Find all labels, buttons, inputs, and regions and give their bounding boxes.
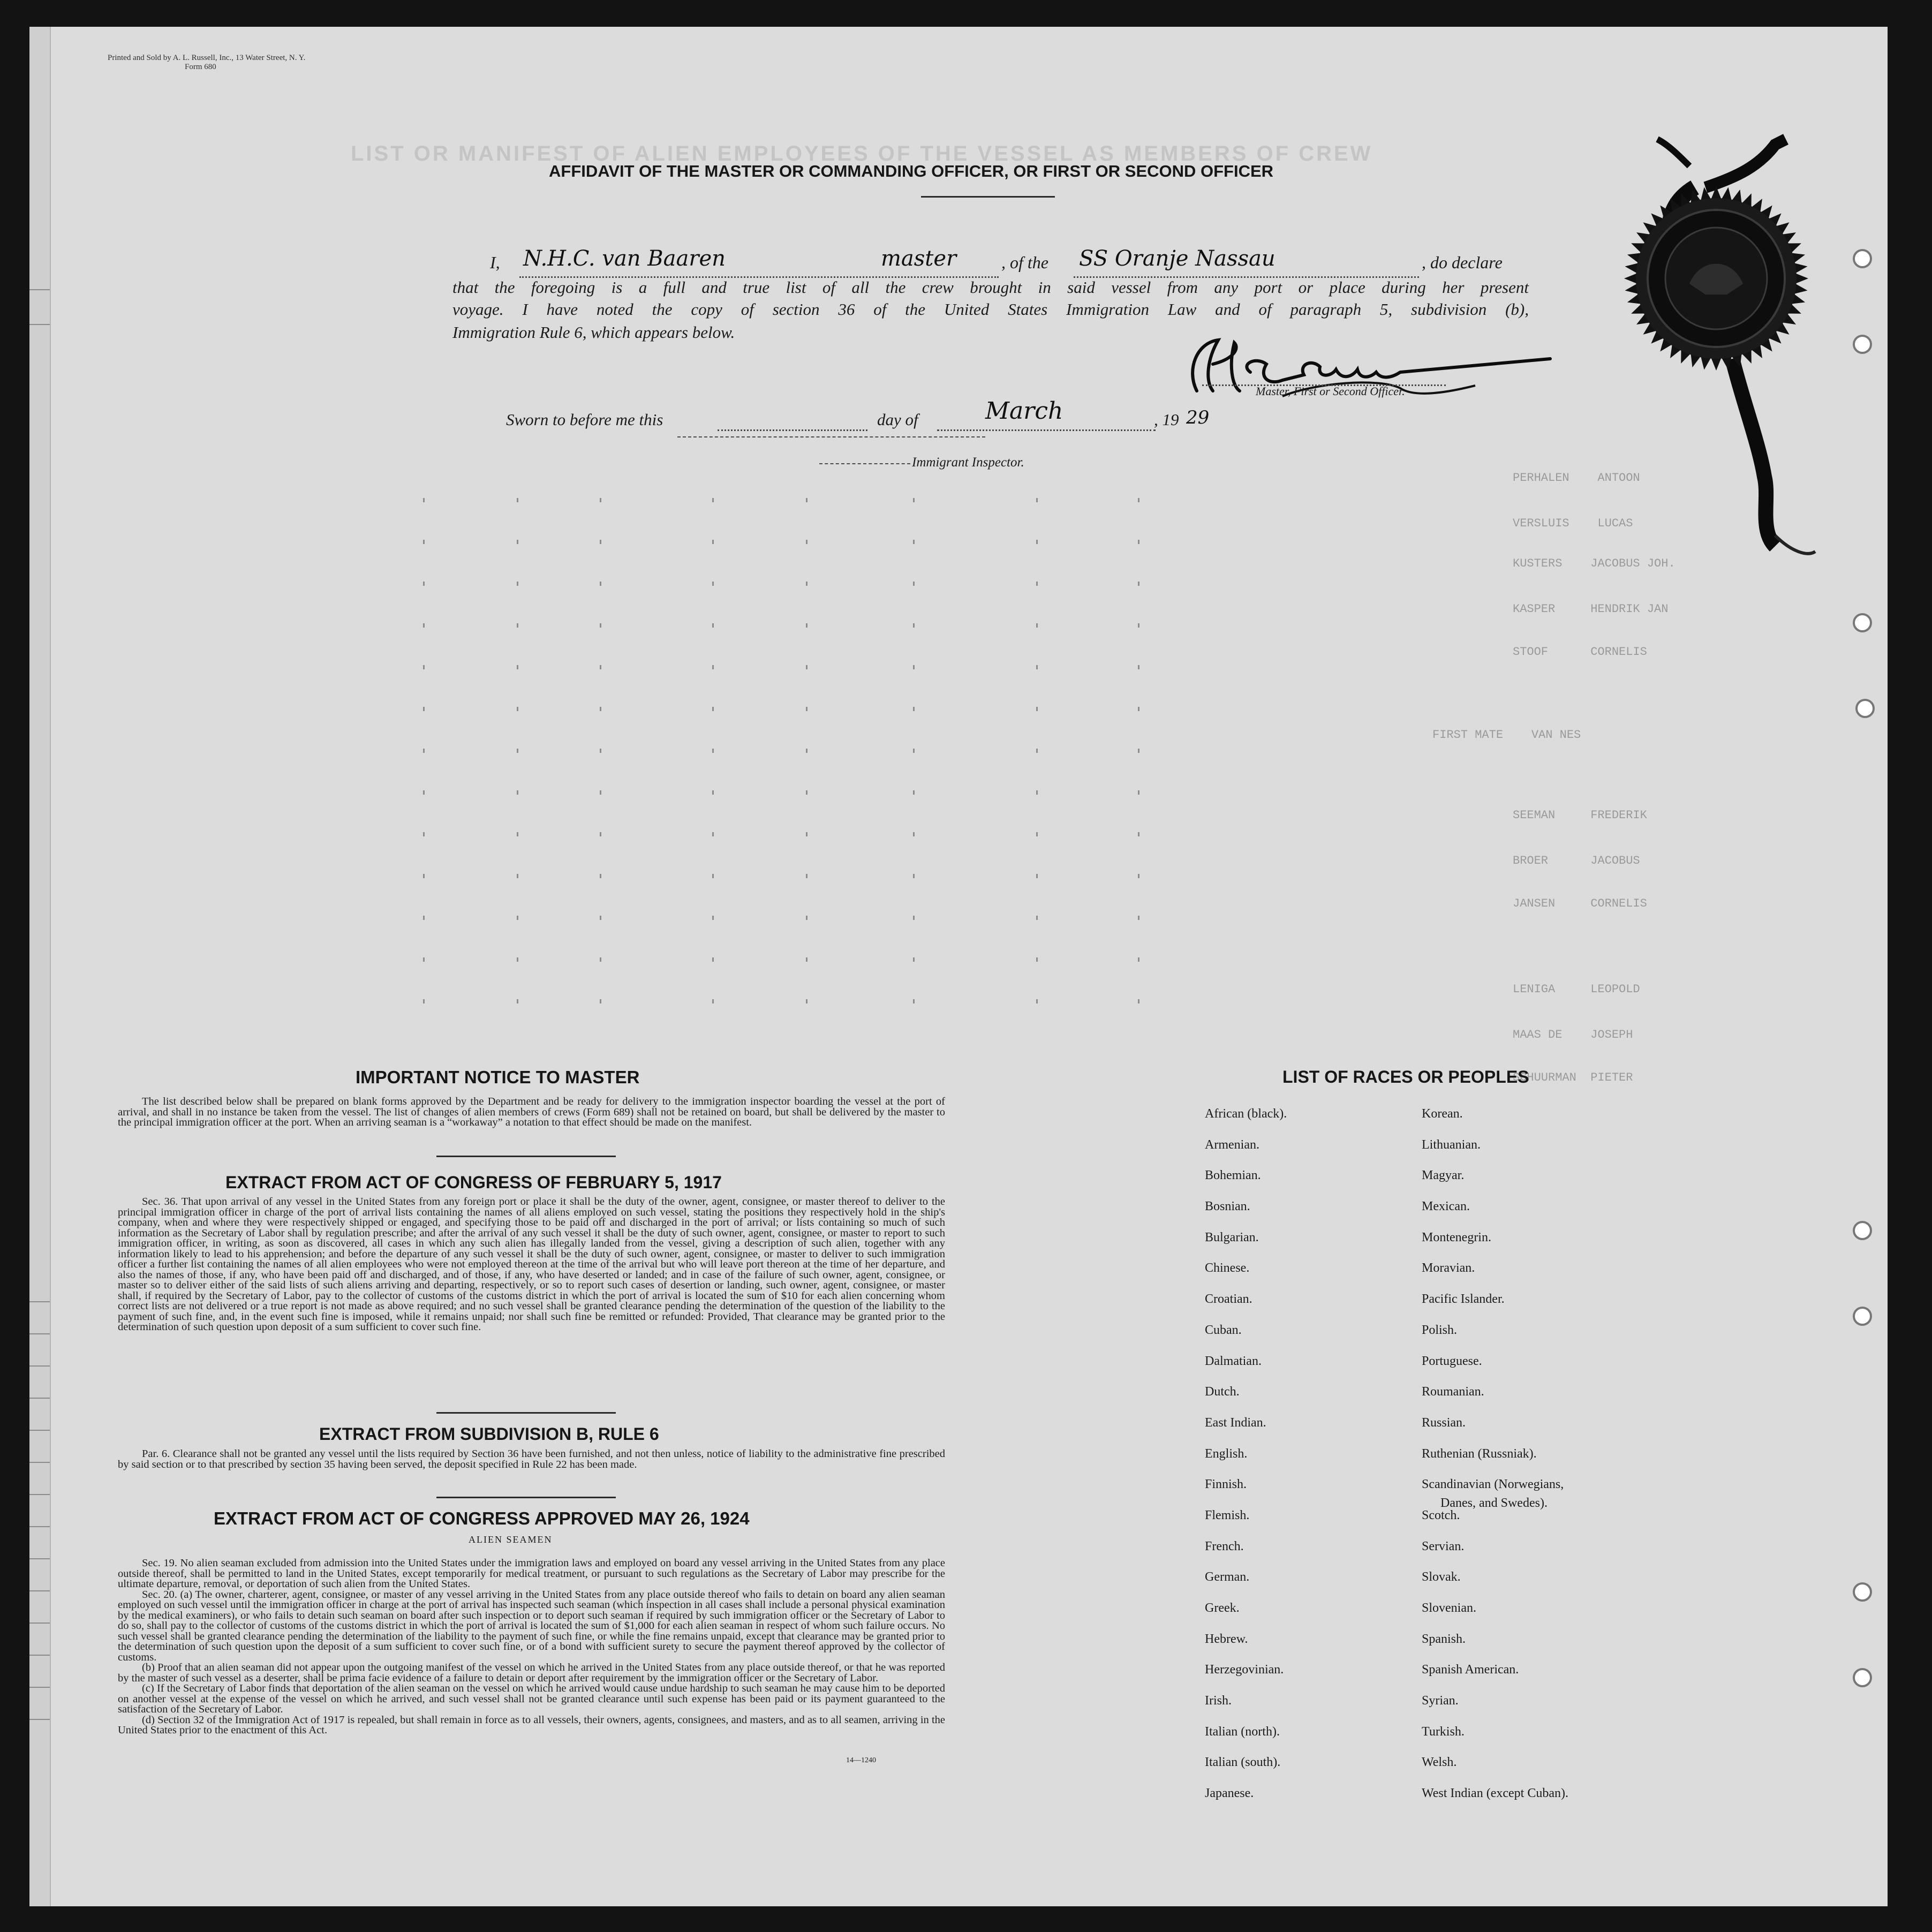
bleed-through-tick bbox=[806, 874, 807, 878]
race-item: Armenian. bbox=[1205, 1137, 1259, 1152]
race-item: Scandinavian (Norwegians, bbox=[1422, 1477, 1564, 1492]
month-line bbox=[937, 429, 1156, 431]
bleed-through-header: LIST OR MANIFEST OF ALIEN EMPLOYEES OF THE VESSEL AS MEMBERS OF CREW bbox=[351, 142, 1373, 165]
bleed-through-tick bbox=[712, 707, 714, 711]
bleed-through-tick bbox=[712, 623, 714, 628]
race-item: Ruthenian (Russniak). bbox=[1422, 1446, 1537, 1461]
bleed-through-tick bbox=[423, 957, 425, 962]
bleed-through-tick bbox=[1138, 582, 1139, 586]
bleed-through-tick bbox=[1036, 498, 1038, 502]
bleed-through-tick bbox=[1138, 999, 1139, 1003]
bleed-through-tick bbox=[712, 832, 714, 836]
bleed-through-tick bbox=[517, 540, 518, 544]
bleed-through-tick bbox=[600, 832, 601, 836]
races-column-2 bbox=[1422, 1099, 1568, 1809]
bleed-through-tick bbox=[600, 874, 601, 878]
bleed-through-tick bbox=[1036, 540, 1038, 544]
race-item: Chinese. bbox=[1205, 1261, 1250, 1276]
master-signature-icon bbox=[1175, 327, 1582, 428]
bleed-through-tick bbox=[517, 999, 518, 1003]
bleed-through-tick bbox=[517, 498, 518, 502]
bleed-through-tick bbox=[1138, 874, 1139, 878]
act1924-title: EXTRACT FROM ACT OF CONGRESS APPROVED MAY 26, 1924 bbox=[214, 1508, 750, 1528]
act1924-subtitle: ALIEN SEAMEN bbox=[469, 1534, 553, 1545]
bleed-through-tick bbox=[600, 540, 601, 544]
race-item: Polish. bbox=[1422, 1323, 1458, 1337]
bleed-through-text: FIRST MATE VAN NES bbox=[1432, 728, 1581, 742]
notice-rule bbox=[436, 1156, 616, 1157]
race-item: Scotch. bbox=[1422, 1508, 1460, 1522]
bleed-through-text: KASPER HENDRIK JAN bbox=[1513, 602, 1669, 616]
bleed-through-text: BROER JACOBUS bbox=[1513, 854, 1640, 867]
race-item: Slovenian. bbox=[1422, 1601, 1476, 1615]
act1924-sec20a: Sec. 20. (a) The owner, charterer, agent, consignee, or master of any vessel arriving in the United States from any place outside thereof who fails to detain on board any alien seaman employed on such vessel until the immigration officer in charge at the port of arrival has inspected such seaman (which inspection in all cases shall include a personal physical examination by the medical examiners), or who fails to detain such seaman on board after such inspection or to deport such seaman if required by such immigration officer or the Secretary of Labor to do so, shall pay to the collector of customs of the customs district in which the port of arrival is located the sum of $1,000 for each alien seaman in respect of whom such failure occurs. No such vessel shall be granted clearance pending the determination of the liability to the payment of such fine, or while the fine remains unpaid, except that clearance may be granted prior to the determination of such question upon the deposit of a sum sufficient to cover such fine, or of a bond with sufficient surety to secure the payment thereof approved by the collector of customs. bbox=[118, 1588, 945, 1663]
bleed-through-tick bbox=[423, 665, 425, 669]
bleed-through-tick bbox=[1036, 790, 1038, 795]
bleed-through-tick bbox=[1138, 749, 1139, 753]
bleed-through-text: VERSLUIS LUCAS bbox=[1513, 517, 1633, 530]
master-rank: master bbox=[881, 246, 957, 271]
extract-1917-title: EXTRACT FROM ACT OF CONGRESS OF FEBRUARY 5, 1917 bbox=[225, 1173, 722, 1192]
bleed-through-tick bbox=[712, 749, 714, 753]
sworn-year: 29 bbox=[1186, 407, 1210, 428]
bleed-through-tick bbox=[913, 623, 915, 628]
bleed-through-tick bbox=[806, 999, 807, 1003]
bleed-through-text: JANSEN CORNELIS bbox=[1513, 897, 1647, 910]
bleed-through-tick bbox=[423, 623, 425, 628]
form-code: 14—1240 bbox=[846, 1756, 876, 1764]
race-item: Spanish American. bbox=[1422, 1663, 1519, 1677]
rule6-title: EXTRACT FROM SUBDIVISION B, RULE 6 bbox=[319, 1424, 659, 1444]
bleed-through-tick bbox=[600, 790, 601, 795]
race-item: Moravian. bbox=[1422, 1261, 1475, 1276]
bleed-through-tick bbox=[1036, 707, 1038, 711]
bleed-through-tick bbox=[806, 582, 807, 586]
act1924-sec19: Sec. 19. No alien seaman excluded from admission into the United States under the immigration laws and employed on board any vessel arriving in the United States from any place outside thereof, shall be permitted to land in the United States, except temporarily for medical treatment, or pursuant to such regulations as the Secretary of Labor may prescribe for the ultimate departure, removal, or deportation of such alien from the United States. bbox=[118, 1557, 945, 1590]
bleed-through-tick bbox=[517, 665, 518, 669]
bleed-through-tick bbox=[600, 707, 601, 711]
bleed-through-text: MAAS DE JOSEPH bbox=[1513, 1028, 1633, 1042]
bleed-through-tick bbox=[913, 540, 915, 544]
affidavit-line-4: Immigration Rule 6, which appears below. bbox=[452, 323, 735, 342]
bleed-through-tick bbox=[517, 874, 518, 878]
bleed-through-tick bbox=[1036, 874, 1038, 878]
race-item: Montenegrin. bbox=[1422, 1230, 1491, 1244]
notice-body: The list described below shall be prepared on blank forms approved by the Department and be ready for delivery to the immigration inspector boarding the vessel at the port of arrival, and shall in no instance be taken from the vessel. The list of changes of alien members of crews (Form 689) shall not be retained on board, but shall be delivered by the master to the principal immigration officer at the port. When an arriving seaman is a “workaway” a notation to that effect should be made on the manifest. bbox=[118, 1096, 945, 1128]
race-item: Dutch. bbox=[1205, 1385, 1240, 1399]
race-item: Spanish. bbox=[1422, 1632, 1466, 1646]
bleed-through-tick bbox=[712, 498, 714, 502]
race-item: West Indian (except Cuban). bbox=[1422, 1786, 1568, 1801]
bleed-through-tick bbox=[712, 999, 714, 1003]
bleed-through-text: STOOF CORNELIS bbox=[1513, 645, 1647, 659]
affidavit-of-the: , of the bbox=[1001, 253, 1048, 272]
rule6-body: Par. 6. Clearance shall not be granted any vessel until the lists required by Section 36 have been furnished, and not then unless, notice of liability to the administrative fine prescribed by said section or to that prescribed by section 35 having been served, the deposit specified in Rule 22 has been made. bbox=[118, 1448, 945, 1470]
bleed-through-tick bbox=[712, 665, 714, 669]
affidavit-title: AFFIDAVIT OF THE MASTER OR COMMANDING OFFICER, OR FIRST OR SECOND OFFICER bbox=[549, 162, 1274, 180]
race-item: Pacific Islander. bbox=[1422, 1292, 1505, 1307]
bleed-through-tick bbox=[913, 832, 915, 836]
form-number: Form 680 bbox=[185, 63, 216, 71]
bleed-through-tick bbox=[806, 623, 807, 628]
race-item: Flemish. bbox=[1205, 1508, 1250, 1522]
bleed-through-tick bbox=[423, 749, 425, 753]
punch-hole-icon bbox=[1853, 1307, 1872, 1326]
bleed-through-text: LENIGA LEOPOLD bbox=[1513, 983, 1640, 996]
bleed-through-tick bbox=[517, 832, 518, 836]
inspector-line-top bbox=[677, 436, 985, 437]
bleed-through-tick bbox=[423, 498, 425, 502]
race-item: Hebrew. bbox=[1205, 1632, 1248, 1646]
title-rule bbox=[921, 196, 1055, 198]
inspector-line bbox=[819, 463, 910, 464]
bleed-through-tick bbox=[600, 749, 601, 753]
bleed-through-tick bbox=[712, 874, 714, 878]
bleed-through-tick bbox=[712, 540, 714, 544]
vessel-name: SS Oranje Nassau bbox=[1079, 246, 1276, 271]
race-item: Portuguese. bbox=[1422, 1354, 1482, 1368]
bleed-through-tick bbox=[806, 665, 807, 669]
race-item: English. bbox=[1205, 1446, 1248, 1461]
bleed-through-tick bbox=[423, 999, 425, 1003]
races-column-1 bbox=[1205, 1099, 1287, 1809]
extract-1917-rule bbox=[436, 1412, 616, 1414]
bleed-through-text: SCHUURMAN PIETER bbox=[1513, 1071, 1633, 1084]
bleed-through-tick bbox=[517, 790, 518, 795]
bleed-through-tick bbox=[712, 916, 714, 920]
sworn-month: March bbox=[985, 397, 1063, 425]
race-item: Turkish. bbox=[1422, 1724, 1465, 1739]
bleed-through-tick bbox=[517, 957, 518, 962]
race-item: Dalmatian. bbox=[1205, 1354, 1262, 1368]
bleed-through-tick bbox=[806, 832, 807, 836]
punch-hole-icon bbox=[1855, 699, 1875, 718]
bleed-through-tick bbox=[600, 665, 601, 669]
bleed-through-tick bbox=[913, 707, 915, 711]
punch-hole-icon bbox=[1853, 613, 1872, 632]
bleed-through-tick bbox=[600, 916, 601, 920]
bleed-through-tick bbox=[600, 957, 601, 962]
race-item: Korean. bbox=[1422, 1107, 1463, 1121]
bleed-through-tick bbox=[600, 623, 601, 628]
race-item: Servian. bbox=[1422, 1539, 1465, 1553]
bleed-through-tick bbox=[1138, 707, 1139, 711]
bleed-through-tick bbox=[806, 957, 807, 962]
bleed-through-tick bbox=[517, 749, 518, 753]
rule6-rule bbox=[436, 1497, 616, 1498]
bleed-through-tick bbox=[600, 999, 601, 1003]
bleed-through-tick bbox=[1138, 665, 1139, 669]
bleed-through-tick bbox=[1036, 832, 1038, 836]
bleed-through-tick bbox=[517, 916, 518, 920]
race-item: Croatian. bbox=[1205, 1292, 1252, 1307]
bleed-through-tick bbox=[913, 498, 915, 502]
act1924-sec20b: (b) Proof that an alien seaman did not appear upon the outgoing manifest of the vessel on which he arrived in the United States from any place outside thereof, or that he was reported by the master of such vessel as a deserter, shall be prima facie evidence of a failure to detain or deport after requirement by the immigration officer or the Secretary of Labor. bbox=[118, 1662, 945, 1684]
bleed-through-tick bbox=[1138, 957, 1139, 962]
bleed-through-tick bbox=[1036, 916, 1038, 920]
bleed-through-tick bbox=[913, 874, 915, 878]
race-item: German. bbox=[1205, 1570, 1250, 1584]
race-item: French. bbox=[1205, 1539, 1244, 1553]
punch-hole-icon bbox=[1853, 335, 1872, 354]
race-item: Cuban. bbox=[1205, 1323, 1242, 1337]
race-item: Herzegovinian. bbox=[1205, 1663, 1284, 1677]
punch-hole-icon bbox=[1853, 1582, 1872, 1602]
extract-1917-body: Sec. 36. That upon arrival of any vessel in the United States from any foreign port or place it shall be the duty of the owner, agent, consignee, or master thereof to deliver to the principal immigration officer in charge of the port of arrival lists containing the names of all aliens employed on such vessel, stating the positions they respectively hold in the ship's company, when and where they were respectively shipped or engaged, and specifying those to be paid off and discharged in the port of arrival; or lists containing so much of such information as the Secretary of Labor shall by regulation prescribe; and after the arrival of any such vessel it shall be the duty of such owner, agent, consignee, or master to report to such immigration officer, in writing, as soon as discovered, all cases in which any such alien has illegally landed from the vessel, giving a description of such alien, together with any information likely to lead to his apprehension; and before the departure of any such vessel it shall be the duty of such owner, agent, consignee, or master to deliver to such immigration officer a further list containing the names of all alien employees who were not employed thereon at the time of the arrival but who will leave port thereon at the time of her departure, and also the names of those, if any, who have been paid off and discharged, and of those, if any, who have deserted or landed; and in case of the failure of such owner, agent, consignee, or master so to deliver either of the said lists of such aliens arriving and departing, respectively, or so to report such cases of desertion or landing, such owner, agent, consignee, or master shall, if required by the Secretary of Labor, pay to the collector of customs of the customs district in which the port of arrival is located the sum of $10 for each alien concerning whom correct lists are not delivered or a true report is not made as above required; and no such vessel shall be granted clearance pending the determination of the question of the liability to the payment of such fine, and, in the event such fine is imposed, while it remains unpaid; nor shall such fine be remitted or refunded: Provided, That clearance may be granted prior to the determination of such question upon deposit of a sum sufficient to cover such fine. bbox=[118, 1196, 945, 1333]
race-item: Bulgarian. bbox=[1205, 1230, 1259, 1244]
act1924-sec20c: (c) If the Secretary of Labor finds that deportation of the alien seaman on the vessel on which he arrived would cause undue hardship to such seaman he may cause him to be deported on another vessel at the expense of the vessel on which he arrived, and such vessel shall not be granted clearance until such expense has been paid or its payment guaranteed to the satisfaction of the Secretary of Labor. bbox=[118, 1682, 945, 1715]
punch-hole-icon bbox=[1853, 1221, 1872, 1240]
bleed-through-tick bbox=[517, 707, 518, 711]
races-title: LIST OF RACES OR PEOPLES bbox=[1282, 1067, 1529, 1086]
bleed-through-tick bbox=[423, 790, 425, 795]
bleed-through-tick bbox=[913, 582, 915, 586]
printer-line: Printed and Sold by A. L. Russell, Inc., 13 Water Street, N. Y. bbox=[108, 54, 306, 62]
race-item: Bohemian. bbox=[1205, 1168, 1261, 1183]
bleed-through-tick bbox=[913, 749, 915, 753]
race-item: Mexican. bbox=[1422, 1199, 1470, 1214]
affidavit-line-3: voyage. I have noted the copy of section 36 of the United States Immigration Law and of paragraph 5, subdivision (b), bbox=[452, 300, 1529, 319]
bleed-through-tick bbox=[1036, 999, 1038, 1003]
bleed-through-tick bbox=[1138, 916, 1139, 920]
bleed-through-tick bbox=[806, 916, 807, 920]
race-item: Magyar. bbox=[1422, 1168, 1465, 1183]
race-item: East Indian. bbox=[1205, 1415, 1266, 1430]
race-item: African (black). bbox=[1205, 1107, 1287, 1121]
bleed-through-tick bbox=[423, 916, 425, 920]
bleed-through-tick bbox=[712, 582, 714, 586]
bleed-through-tick bbox=[913, 999, 915, 1003]
punch-hole-icon bbox=[1853, 249, 1872, 268]
affidavit-line-2: that the foregoing is a full and true list of all the crew brought in said vessel from any port or place during her present bbox=[452, 278, 1529, 297]
bleed-through-tick bbox=[423, 832, 425, 836]
race-item: Roumanian. bbox=[1422, 1385, 1484, 1399]
race-item: Welsh. bbox=[1422, 1755, 1457, 1770]
bleed-through-text: SEEMAN FREDERIK bbox=[1513, 809, 1647, 822]
race-item: Irish. bbox=[1205, 1694, 1232, 1708]
bleed-through-tick bbox=[1036, 665, 1038, 669]
year-prefix: , 19 bbox=[1154, 410, 1179, 429]
sworn-label: Sworn to before me this bbox=[506, 410, 663, 429]
bleed-through-tick bbox=[806, 540, 807, 544]
notice-title: IMPORTANT NOTICE TO MASTER bbox=[356, 1067, 640, 1087]
act1924-body bbox=[118, 1558, 945, 1736]
bleed-through-tick bbox=[913, 665, 915, 669]
bleed-through-tick bbox=[712, 790, 714, 795]
bleed-through-tick bbox=[600, 498, 601, 502]
bleed-through-tick bbox=[806, 749, 807, 753]
signature-caption: Master, First or Second Officer. bbox=[1256, 384, 1405, 398]
bleed-through-tick bbox=[423, 707, 425, 711]
sworn-day-line bbox=[718, 429, 867, 431]
bleed-through-tick bbox=[806, 790, 807, 795]
day-of-label: day of bbox=[877, 410, 918, 429]
master-name: N.H.C. van Baaren bbox=[523, 246, 726, 271]
bleed-through-tick bbox=[423, 874, 425, 878]
race-item: Finnish. bbox=[1205, 1477, 1247, 1492]
bleed-through-tick bbox=[423, 582, 425, 586]
race-item: Bosnian. bbox=[1205, 1199, 1250, 1214]
affidavit-i: I, bbox=[490, 253, 500, 272]
ruled-margin bbox=[29, 27, 51, 1906]
bleed-through-tick bbox=[1036, 623, 1038, 628]
punch-hole-icon bbox=[1853, 1668, 1872, 1687]
race-item: Russian. bbox=[1422, 1415, 1466, 1430]
bleed-through-tick bbox=[423, 540, 425, 544]
bleed-through-tick bbox=[1138, 790, 1139, 795]
bleed-through-tick bbox=[806, 707, 807, 711]
bleed-through-tick bbox=[1036, 582, 1038, 586]
wax-seal-icon bbox=[1598, 123, 1823, 584]
race-item: Danes, and Swedes). bbox=[1440, 1496, 1548, 1510]
inspector-label: Immigrant Inspector. bbox=[912, 455, 1024, 470]
bleed-through-tick bbox=[600, 582, 601, 586]
race-item: Lithuanian. bbox=[1422, 1137, 1481, 1152]
bleed-through-tick bbox=[1138, 832, 1139, 836]
manifest-sheet bbox=[29, 27, 1888, 1906]
bleed-through-tick bbox=[712, 957, 714, 962]
bleed-through-tick bbox=[517, 582, 518, 586]
bleed-through-text: KUSTERS JACOBUS JOH. bbox=[1513, 557, 1676, 570]
race-item: Japanese. bbox=[1205, 1786, 1254, 1801]
race-item: Greek. bbox=[1205, 1601, 1240, 1615]
bleed-through-tick bbox=[806, 498, 807, 502]
race-item: Slovak. bbox=[1422, 1570, 1461, 1584]
bleed-through-tick bbox=[1138, 540, 1139, 544]
race-item: Italian (south). bbox=[1205, 1755, 1281, 1770]
race-item: Syrian. bbox=[1422, 1694, 1459, 1708]
bleed-through-tick bbox=[1138, 498, 1139, 502]
bleed-through-tick bbox=[1036, 749, 1038, 753]
act1924-sec20d: (d) Section 32 of the Immigration Act of 1917 is repealed, but shall remain in force as to all vessels, their owners, agents, consignees, and masters, and as to all seamen, arriving in the United States prior to the enactment of this Act. bbox=[118, 1714, 945, 1736]
affidavit-declare: , do declare bbox=[1422, 253, 1503, 272]
bleed-through-tick bbox=[1036, 957, 1038, 962]
bleed-through-tick bbox=[913, 916, 915, 920]
bleed-through-tick bbox=[517, 623, 518, 628]
bleed-through-tick bbox=[913, 790, 915, 795]
bleed-through-text: PERHALEN ANTOON bbox=[1513, 471, 1640, 485]
bleed-through-tick bbox=[913, 957, 915, 962]
bleed-through-tick bbox=[1138, 623, 1139, 628]
race-item: Italian (north). bbox=[1205, 1724, 1280, 1739]
